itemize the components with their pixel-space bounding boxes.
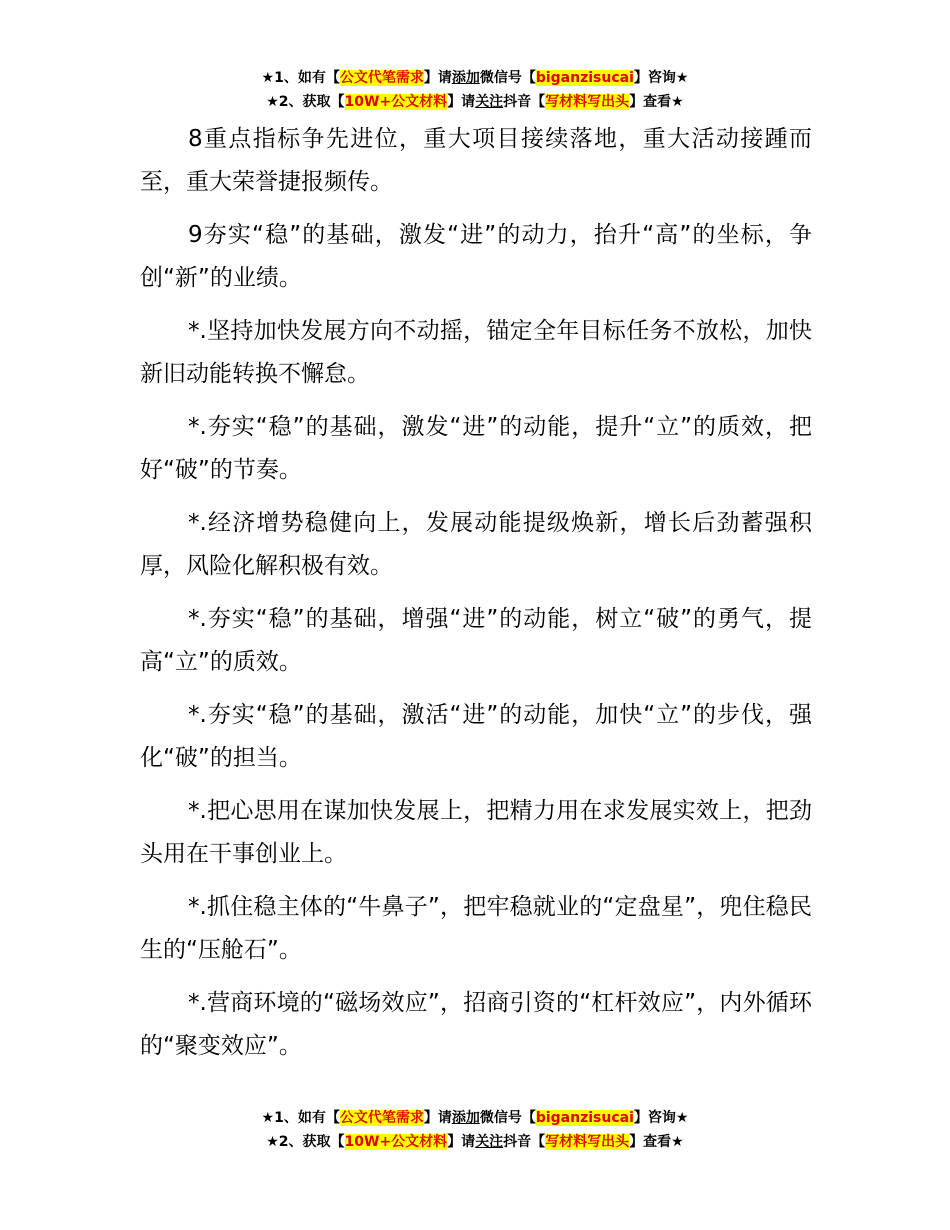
underlined-follow: 关注 — [475, 1134, 504, 1150]
highlight-materials: 10W+公文材料 — [344, 1134, 448, 1150]
paragraph: 9夯实“稳”的基础，激发“进”的动力，抬升“高”的坐标，争创“新”的业绩。 — [140, 222, 812, 291]
banner-text: 】请 — [447, 94, 476, 110]
banner-line-2 — [0, 1130, 950, 1154]
underlined-add: 添加 — [451, 1110, 480, 1126]
highlight-douyin-id: 写材料写出头 — [545, 1134, 630, 1150]
banner-text: 抖音【 — [503, 1134, 546, 1150]
banner-text: ★1、如有【 — [261, 1110, 340, 1126]
banner-line-1 — [0, 66, 950, 90]
document-body — [140, 118, 812, 1078]
highlight-wechat-id: biganzisucai — [535, 70, 634, 86]
paragraph: *.坚持加快发展方向不动摇，锚定全年目标任务不放松，加快新旧动能转换不懈怠。 — [140, 318, 812, 387]
banner-text: 】查看★ — [629, 1134, 684, 1150]
highlight-service: 公文代笔需求 — [339, 70, 424, 86]
paragraph: *.经济增势稳健向上，发展动能提级焕新，增长后劲蓄强积厚，风险化解积极有效。 — [140, 510, 812, 579]
banner-text: 】查看★ — [629, 94, 684, 110]
highlight-materials: 10W+公文材料 — [344, 94, 448, 110]
banner-text: 微信号【 — [479, 70, 536, 86]
header-banner — [0, 66, 950, 114]
banner-text: ★2、获取【 — [266, 94, 345, 110]
footer-banner — [0, 1106, 950, 1154]
banner-text: 微信号【 — [479, 1110, 536, 1126]
paragraph: *.夯实“稳”的基础，激发“进”的动能，提升“立”的质效，把好“破”的节奏。 — [140, 414, 812, 483]
banner-text: 】咨询★ — [633, 1110, 689, 1126]
banner-text: 抖音【 — [503, 94, 546, 110]
banner-text: 】咨询★ — [633, 70, 689, 86]
paragraph: 8重点指标争先进位，重大项目接续落地，重大活动接踵而至，重大荣誉捷报频传。 — [140, 126, 812, 195]
banner-text: ★1、如有【 — [261, 70, 340, 86]
banner-text: ★2、获取【 — [266, 1134, 345, 1150]
paragraph: *.把心思用在谋加快发展上，把精力用在求发展实效上，把劲头用在干事创业上。 — [140, 798, 812, 867]
paragraph: *.营商环境的“磁场效应”，招商引资的“杠杆效应”，内外循环的“聚变效应”。 — [140, 990, 812, 1059]
paragraph: *.夯实“稳”的基础，增强“进”的动能，树立“破”的勇气，提高“立”的质效。 — [140, 606, 812, 675]
highlight-wechat-id: biganzisucai — [535, 1110, 634, 1126]
banner-text: 】请 — [447, 1134, 476, 1150]
banner-line-1 — [0, 1106, 950, 1130]
banner-text: 】请 — [423, 1110, 452, 1126]
highlight-douyin-id: 写材料写出头 — [545, 94, 630, 110]
banner-line-2 — [0, 90, 950, 114]
underlined-follow: 关注 — [475, 94, 504, 110]
paragraph: *.夯实“稳”的基础，激活“进”的动能，加快“立”的步伐，强化“破”的担当。 — [140, 702, 812, 771]
banner-text: 】请 — [423, 70, 452, 86]
underlined-add: 添加 — [451, 70, 480, 86]
paragraph: *.抓住稳主体的“牛鼻子”，把牢稳就业的“定盘星”，兜住稳民生的“压舱石”。 — [140, 894, 812, 963]
highlight-service: 公文代笔需求 — [339, 1110, 424, 1126]
